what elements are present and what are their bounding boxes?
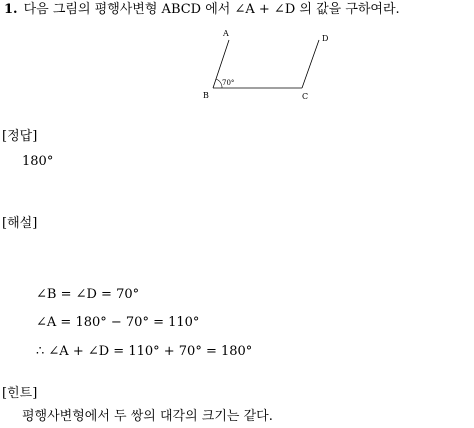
parallelogram-diagram xyxy=(198,28,338,106)
side-cd xyxy=(302,40,319,88)
question-number: 1. xyxy=(4,2,18,17)
explanation-step-3: ∴ ∠A + ∠D = 110° + 70° = 180° xyxy=(36,344,253,359)
question xyxy=(4,0,400,20)
vertex-label-b: B xyxy=(203,91,209,100)
hint-label: [힌트] xyxy=(2,386,38,401)
angle-label-b: 70° xyxy=(222,79,235,87)
parallelogram-figure xyxy=(198,28,338,106)
hint-text: 평행사변형에서 두 쌍의 대각의 크기는 같다. xyxy=(22,409,273,424)
answer-label: [정답] xyxy=(2,129,38,144)
question-text: 다음 그림의 평행사변형 ABCD 에서 ∠A + ∠D 의 값을 구하여라. xyxy=(23,2,400,17)
explanation-step-1: ∠B = ∠D = 70° xyxy=(36,287,140,302)
explanation-label: [해설] xyxy=(2,216,38,231)
vertex-label-a: A xyxy=(223,29,229,38)
explanation-step-2: ∠A = 180° − 70° = 110° xyxy=(36,315,200,330)
answer-value: 180° xyxy=(22,154,54,169)
vertex-label-c: C xyxy=(302,92,309,101)
vertex-label-d: D xyxy=(322,34,329,43)
